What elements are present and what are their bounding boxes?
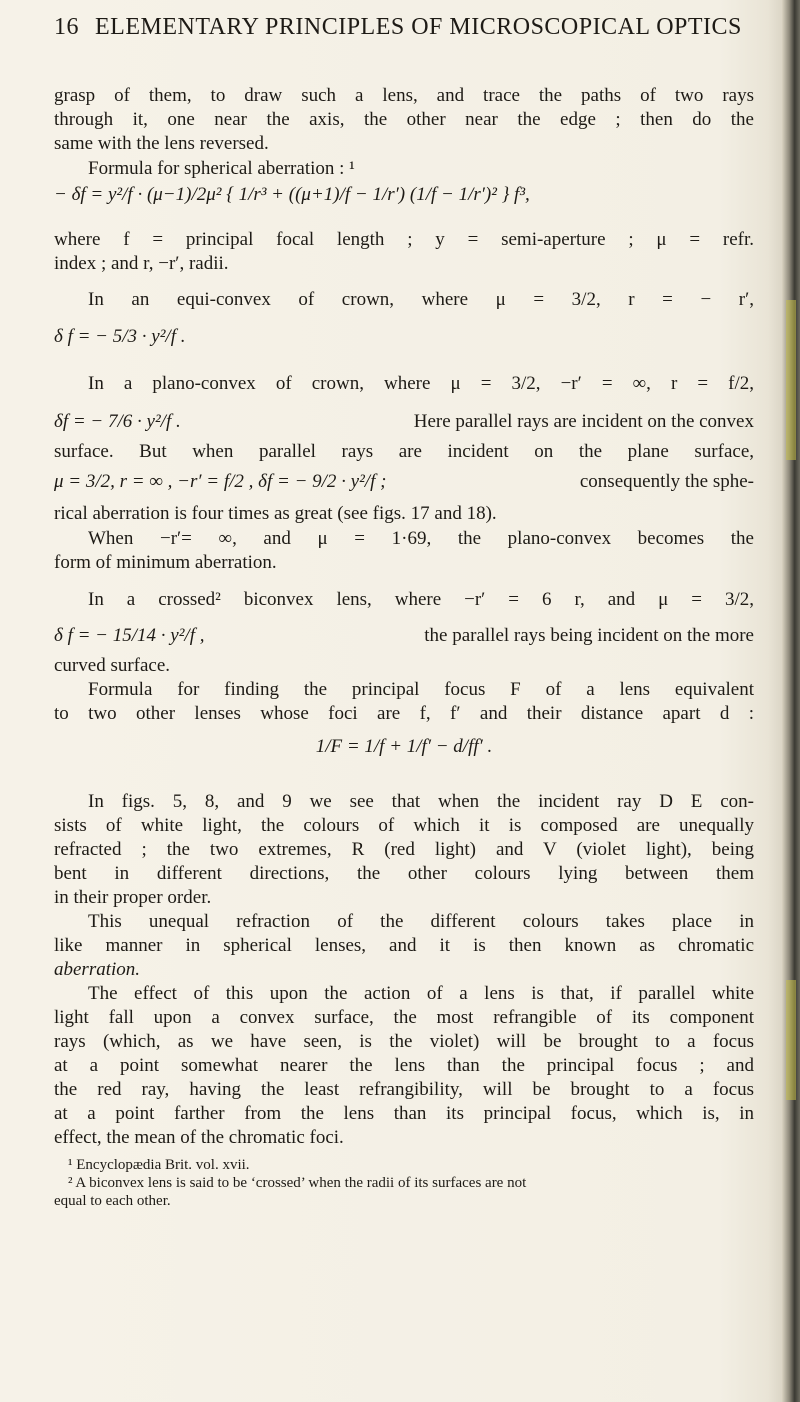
text-line: sists of white light, the colours of which it is composed are unequally: [54, 815, 754, 836]
footnote: ² A biconvex lens is said to be ‘crossed’ when the radii of its surfaces are not: [68, 1175, 527, 1191]
text-line: rical aberration is four times as great (see figs. 17 and 18).: [54, 503, 497, 524]
text-fragment: consequently the sphe-: [579, 471, 754, 492]
footnote: equal to each other.: [54, 1193, 171, 1209]
text-line: the red ray, having the least refrangibility, will be brought to a focus: [54, 1079, 754, 1100]
text-line: like manner in spherical lenses, and it is then known as chromatic: [54, 935, 754, 956]
equation-crossed-biconvex: δ f = − 15/14 · y²/f ,: [54, 625, 205, 646]
text-fragment: the parallel rays being incident on the more: [424, 625, 754, 646]
text-line: same with the lens reversed.: [54, 133, 269, 154]
text-line: bent in different directions, the other colours lying between them: [54, 863, 754, 884]
running-header: [54, 14, 754, 41]
page-number: 16: [54, 14, 79, 40]
page-edge-stain: [786, 980, 796, 1100]
text-line: curved surface.: [54, 655, 171, 676]
text-line: surface. But when parallel rays are incident on the plane surface,: [54, 441, 754, 462]
text-line: When −r′= ∞, and μ = 1·69, the plano-convex becomes the: [88, 528, 754, 549]
text-line: to two other lenses whose foci are f, f′ and their distance apart d :: [54, 703, 754, 724]
text-line: grasp of them, to draw such a lens, and trace the paths of two rays: [54, 85, 754, 106]
equation-equiconvex: δ f = − 5/3 · y²/f .: [54, 326, 186, 347]
text-fragment: Here parallel rays are incident on the convex: [413, 411, 754, 432]
text-line: at a point somewhat nearer the lens than the principal focus ; and: [54, 1055, 754, 1076]
equivalent-focus-formula: 1/F = 1/f + 1/f′ − d/ff′ .: [315, 736, 493, 757]
text-line: [54, 410, 754, 434]
text-line: light fall upon a convex surface, the most refrangible of its component: [54, 1007, 754, 1028]
footnote: ¹ Encyclopædia Brit. vol. xvii.: [68, 1157, 250, 1173]
text-line: [54, 624, 754, 648]
text-line: effect, the mean of the chromatic foci.: [54, 1127, 344, 1148]
page-edge-shadow: [782, 0, 800, 1402]
text-line: Formula for spherical aberration : ¹: [88, 158, 355, 179]
running-title: ELEMENTARY PRINCIPLES OF MICROSCOPICAL OPTICS: [95, 14, 742, 40]
equation-planoconvex: δf = − 7/6 · y²/f .: [54, 411, 181, 432]
text-line: Formula for finding the principal focus F of a lens equivalent: [88, 679, 754, 700]
text-line: in their proper order.: [54, 887, 212, 908]
spherical-aberration-formula: − δf = y²/f · (μ−1)/2μ² { 1/r³ + ((μ+1)/f − 1/r′) (1/f − 1/r′)² } f³,: [54, 184, 530, 205]
text-line: rays (which, as we have seen, is the violet) will be brought to a focus: [54, 1031, 754, 1052]
text-line: through it, one near the axis, the other near the edge ; then do the: [54, 109, 754, 130]
text-line: aberration.: [54, 959, 141, 980]
text-line: In a crossed² biconvex lens, where −r′ = 6 r, and μ = 3/2,: [88, 589, 754, 610]
page-edge-stain: [786, 300, 796, 460]
text-line: refracted ; the two extremes, R (red light) and V (violet light), being: [54, 839, 754, 860]
equation-plane-surface: μ = 3/2, r = ∞ , −r′ = f/2 , δf = − 9/2 · y²/f ;: [54, 471, 387, 492]
text-line: form of minimum aberration.: [54, 552, 277, 573]
text-line: In an equi-convex of crown, where μ = 3/2, r = − r′,: [88, 289, 754, 310]
text-line: [54, 470, 754, 494]
text-line: The effect of this upon the action of a lens is that, if parallel white: [88, 983, 754, 1004]
text-line: This unequal refraction of the different colours takes place in: [88, 911, 754, 932]
text-line: In a plano-convex of crown, where μ = 3/2, −r′ = ∞, r = f/2,: [88, 373, 754, 394]
text-line: index ; and r, −r′, radii.: [54, 253, 229, 274]
text-line: where f = principal focal length ; y = semi-aperture ; μ = refr.: [54, 229, 754, 250]
text-line: at a point farther from the lens than its principal focus, which is, in: [54, 1103, 754, 1124]
text-line: In figs. 5, 8, and 9 we see that when the incident ray D E con-: [88, 791, 754, 812]
